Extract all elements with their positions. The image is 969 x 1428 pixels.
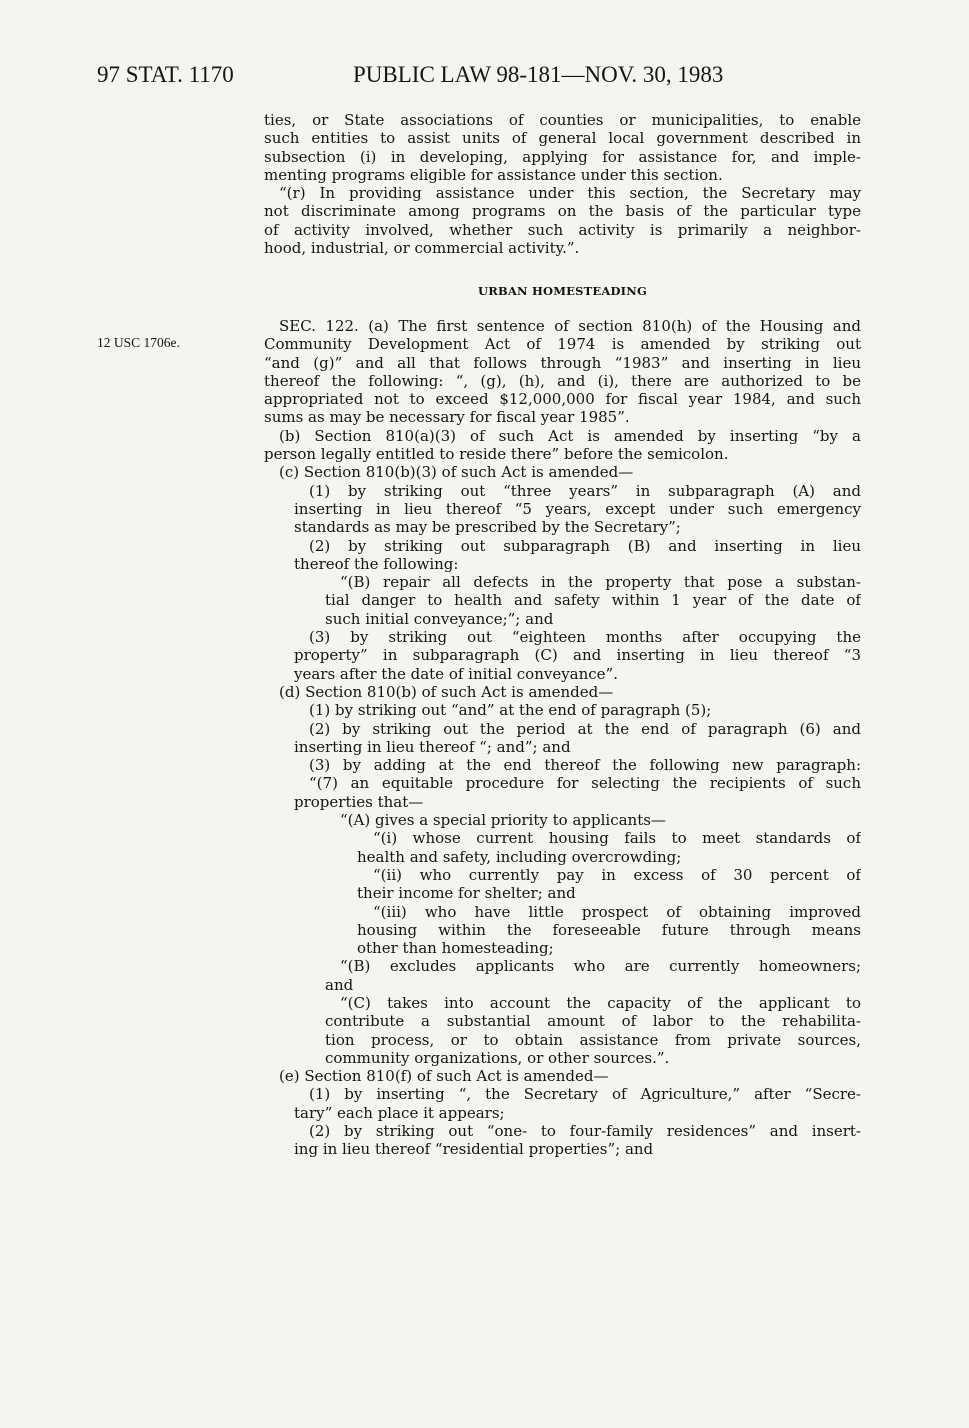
text-line: (e) Section 810(f) of such Act is amended—	[279, 1067, 609, 1086]
text-line: housing within the foreseeable future through means	[357, 920, 861, 939]
text-line: (d) Section 810(b) of such Act is amended—	[279, 682, 614, 701]
text-line: sums as may be necessary for fiscal year 1985”.	[264, 408, 630, 427]
text-line: “(r) In providing assistance under this section, the Secretary may	[279, 184, 861, 203]
text-line: “(ii) who currently pay in excess of 30 percent of	[373, 865, 861, 884]
text-line: ties, or State associations of counties or municipalities, to enable	[264, 111, 861, 129]
text-line: (2) by striking out “one- to four-family residences” and insert-	[309, 1122, 861, 1141]
text-line: their income for shelter; and	[357, 884, 576, 903]
section-heading: URBAN HOMESTEADING	[478, 284, 647, 298]
text-line: thereof the following: “, (g), (h), and (i), there are authorized to be	[264, 371, 861, 390]
text-line: properties that—	[294, 792, 424, 811]
text-line: (1) by inserting “, the Secretary of Agriculture,” after “Secre-	[309, 1085, 861, 1104]
text-line: inserting in lieu thereof “; and”; and	[294, 737, 571, 756]
text-line: “(iii) who have little prospect of obtaining improved	[373, 902, 861, 921]
text-line: such entities to assist units of general local government described in	[264, 129, 861, 148]
text-line: (3) by striking out “eighteen months after occupying the	[309, 628, 861, 647]
text-line: hood, industrial, or commercial activity.”.	[264, 239, 580, 258]
text-line: of activity involved, whether such activity is primarily a neighbor-	[264, 220, 861, 239]
text-line: (b) Section 810(a)(3) of such Act is amended by inserting “by a	[279, 426, 861, 445]
text-line: not discriminate among programs on the basis of the particular type	[264, 202, 861, 221]
text-line: such initial conveyance;”; and	[325, 609, 554, 628]
text-line: (2) by striking out subparagraph (B) and inserting in lieu	[309, 536, 861, 555]
text-line: thereof the following:	[294, 554, 459, 573]
text-line: “and (g)” and all that follows through “1983” and inserting in lieu	[264, 353, 861, 372]
text-line: contribute a substantial amount of labor to the rehabilita-	[325, 1012, 861, 1031]
text-line: “(7) an equitable procedure for selecting the recipients of such	[309, 774, 861, 793]
text-line: “(A) gives a special priority to applicants—	[340, 811, 666, 830]
text-line: person legally entitled to reside there” before the semicolon.	[264, 445, 729, 464]
continued-text	[0, 111, 969, 257]
text-line: tion process, or to obtain assistance from private sources,	[325, 1030, 861, 1049]
text-line: property” in subparagraph (C) and inserting in lieu thereof “3	[294, 646, 861, 665]
text-line: (1) by striking out “three years” in subparagraph (A) and	[309, 481, 861, 500]
running-title: PUBLIC LAW 98-181—NOV. 30, 1983	[353, 62, 724, 87]
text-line: (2) by striking out the period at the end of paragraph (6) and	[309, 719, 861, 738]
text-line: community organizations, or other sources.”.	[325, 1048, 670, 1067]
text-line: other than homesteading;	[357, 939, 554, 958]
section-122-text	[0, 317, 969, 1159]
text-line: appropriated not to exceed $12,000,000 for fiscal year 1984, and such	[264, 390, 861, 409]
text-line: inserting in lieu thereof “5 years, except under such emergency	[294, 499, 861, 518]
text-line: “(B) excludes applicants who are currently homeowners;	[340, 957, 861, 976]
text-line: subsection (i) in developing, applying for assistance for, and imple-	[264, 147, 861, 166]
margin-note-usc: 12 USC 1706e.	[97, 335, 180, 350]
text-line: tial danger to health and safety within 1 year of the date of	[325, 591, 861, 610]
text-line: standards as may be prescribed by the Secretary”;	[294, 518, 681, 537]
text-line: menting programs eligible for assistance under this section.	[264, 165, 723, 184]
text-line: health and safety, including overcrowding;	[357, 847, 682, 866]
text-line: (1) by striking out “and” at the end of paragraph (5);	[309, 701, 712, 720]
text-line: (3) by adding at the end thereof the following new paragraph:	[309, 756, 861, 775]
text-line: “(B) repair all defects in the property that pose a substan-	[340, 573, 861, 592]
stat-page-number: 97 STAT. 1170	[97, 62, 234, 87]
text-line: Community Development Act of 1974 is amended by striking out	[264, 335, 861, 354]
text-line: “(C) takes into account the capacity of the applicant to	[340, 993, 861, 1012]
text-line: years after the date of initial conveyance”.	[294, 664, 618, 683]
text-line: and	[325, 975, 354, 994]
text-line: SEC. 122. (a) The first sentence of section 810(h) of the Housing and	[279, 317, 861, 335]
text-line: (c) Section 810(b)(3) of such Act is amended—	[279, 463, 634, 482]
text-line: ing in lieu thereof “residential properties”; and	[294, 1140, 654, 1159]
text-line: tary” each place it appears;	[294, 1103, 505, 1122]
text-line: “(i) whose current housing fails to meet standards of	[373, 829, 861, 848]
